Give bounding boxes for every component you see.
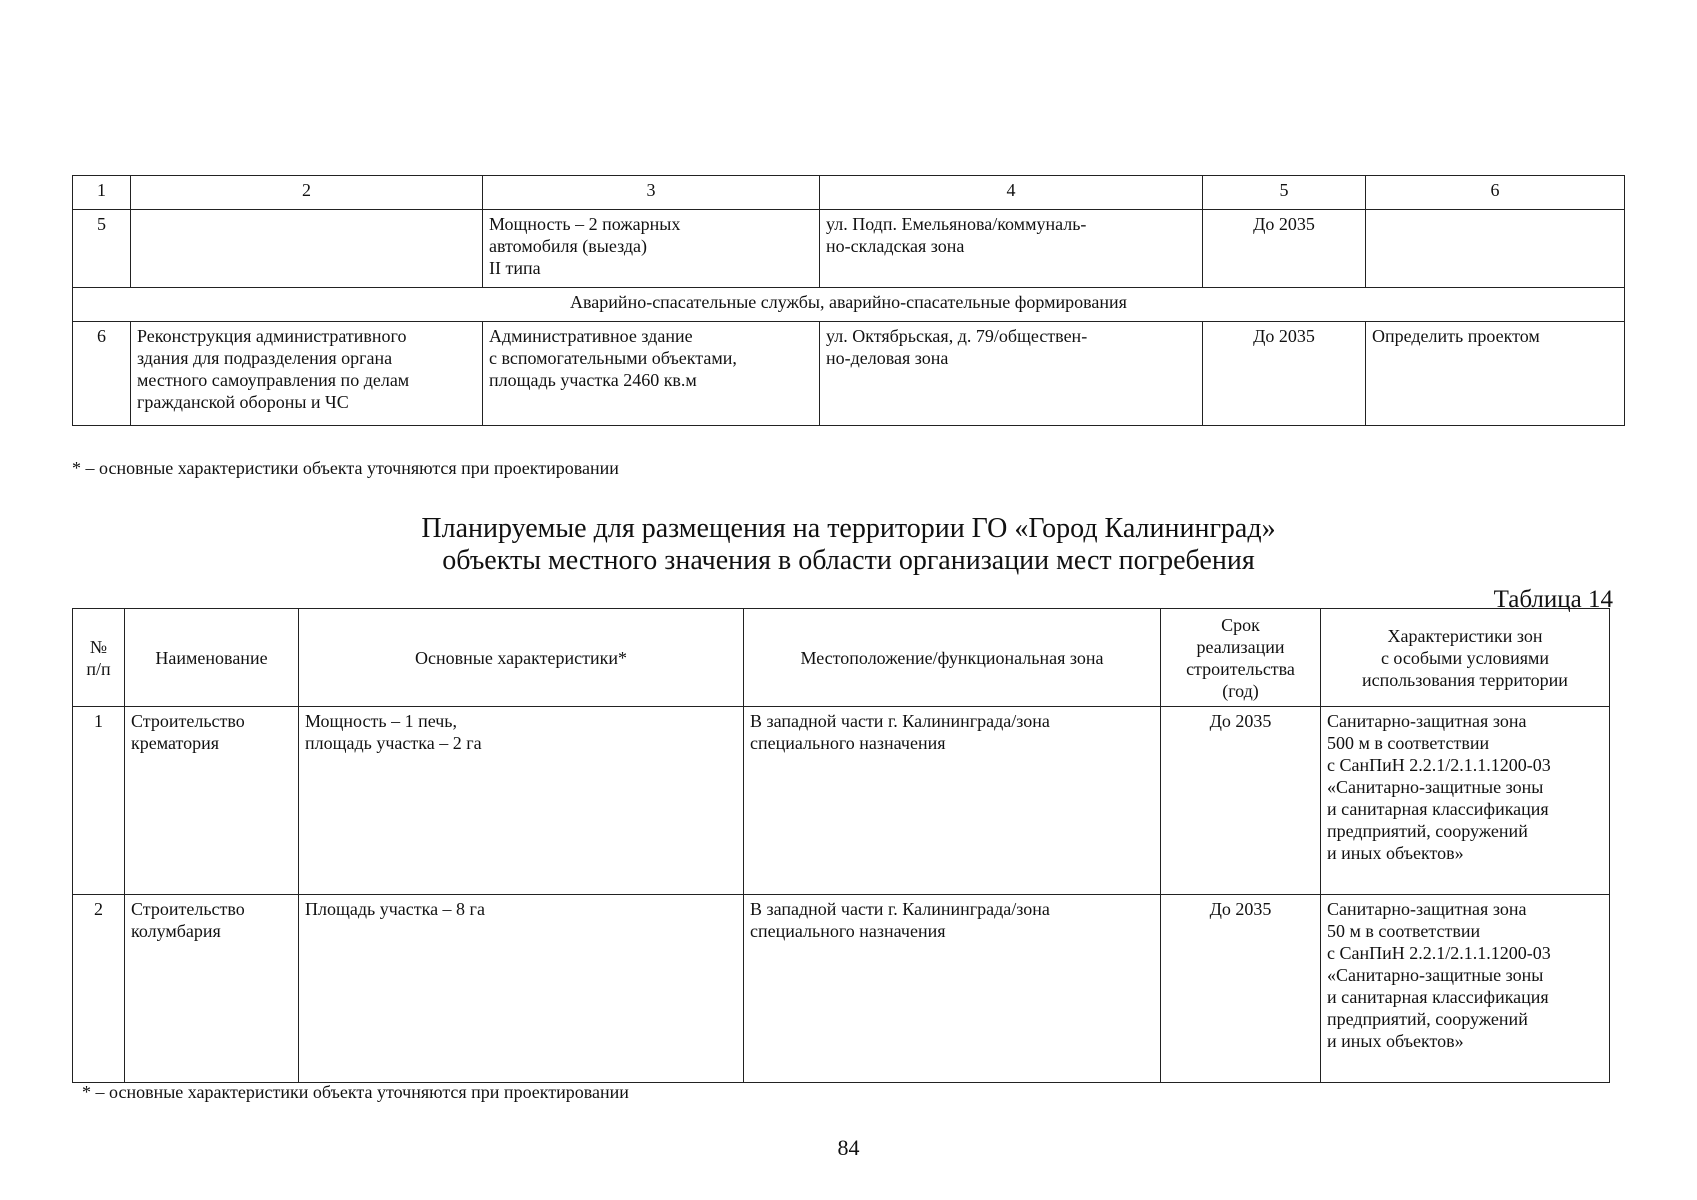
header-zones: Характеристики зон с особыми условиями использования территории [1321, 609, 1610, 707]
row-number: 5 [73, 210, 131, 288]
table-row [73, 322, 1625, 426]
object-characteristics: Площадь участка – 8 га [299, 895, 744, 1083]
table-row [73, 210, 1625, 288]
object-term: До 2035 [1161, 895, 1321, 1083]
header-characteristics: Основные характеристики* [299, 609, 744, 707]
row-number: 2 [73, 895, 125, 1083]
object-characteristics: Административное здание с вспомогательными объектами, площадь участка 2460 кв.м [483, 322, 820, 426]
table-row [73, 707, 1610, 895]
object-name: Строительство колумбария [125, 895, 299, 1083]
object-zones: Санитарно-защитная зона 50 м в соответствии с СанПиН 2.2.1/2.1.1.1200-03 «Санитарно-защитные зоны и санитарная классификация предприятий, сооружений и иных объектов» [1321, 895, 1610, 1083]
section-row [73, 288, 1625, 322]
page-number: 84 [837, 1135, 860, 1160]
object-characteristics: Мощность – 1 печь, площадь участка – 2 га [299, 707, 744, 895]
row-number: 1 [73, 707, 125, 895]
object-term: До 2035 [1161, 707, 1321, 895]
column-number: 2 [131, 176, 483, 210]
object-zones: Санитарно-защитная зона 500 м в соответствии с СанПиН 2.2.1/2.1.1.1200-03 «Санитарно-защитные зоны и санитарная классификация предприятий, сооружений и иных объектов» [1321, 707, 1610, 895]
column-number: 5 [1203, 176, 1366, 210]
object-location: В западной части г. Калининграда/зона специального назначения [744, 707, 1161, 895]
object-name: Строительство крематория [125, 707, 299, 895]
object-zones: Определить проектом [1366, 322, 1625, 426]
header-location: Местоположение/функциональная зона [744, 609, 1161, 707]
table-number-label: Таблица 14 [1493, 586, 1613, 613]
object-term: До 2035 [1203, 210, 1366, 288]
object-characteristics: Мощность – 2 пожарных автомобиля (выезда) II типа [483, 210, 820, 288]
column-number: 1 [73, 176, 131, 210]
table-row [73, 895, 1610, 1083]
column-number: 3 [483, 176, 820, 210]
object-location: ул. Октябрьская, д. 79/обществен- но-деловая зона [820, 322, 1203, 426]
table-continuation [72, 175, 1625, 426]
header-term: Срок реализации строительства (год) [1161, 609, 1321, 707]
footnote: * – основные характеристики объекта уточняются при проектировании [82, 1082, 629, 1102]
object-term: До 2035 [1203, 322, 1366, 426]
object-zones [1366, 210, 1625, 288]
column-number: 6 [1366, 176, 1625, 210]
object-name: Реконструкция административного здания для подразделения органа местного самоуправления по делам гражданской обороны и ЧС [131, 322, 483, 426]
object-location: ул. Подп. Емельянова/коммуналь- но-складская зона [820, 210, 1203, 288]
object-name [131, 210, 483, 288]
row-number: 6 [73, 322, 131, 426]
footnote: * – основные характеристики объекта уточняются при проектировании [72, 458, 619, 478]
table-14 [72, 608, 1610, 1083]
header-number: № п/п [73, 609, 125, 707]
object-location: В западной части г. Калининграда/зона специального назначения [744, 895, 1161, 1083]
table-header-row [73, 609, 1610, 707]
section-heading: Аварийно-спасательные службы, аварийно-спасательные формирования [73, 288, 1625, 322]
table-title: Планируемые для размещения на территории ГО «Город Калининград» объекты местного значения в области организации мест погребения [421, 513, 1276, 576]
header-name: Наименование [125, 609, 299, 707]
column-number: 4 [820, 176, 1203, 210]
table-column-numbers-row [73, 176, 1625, 210]
